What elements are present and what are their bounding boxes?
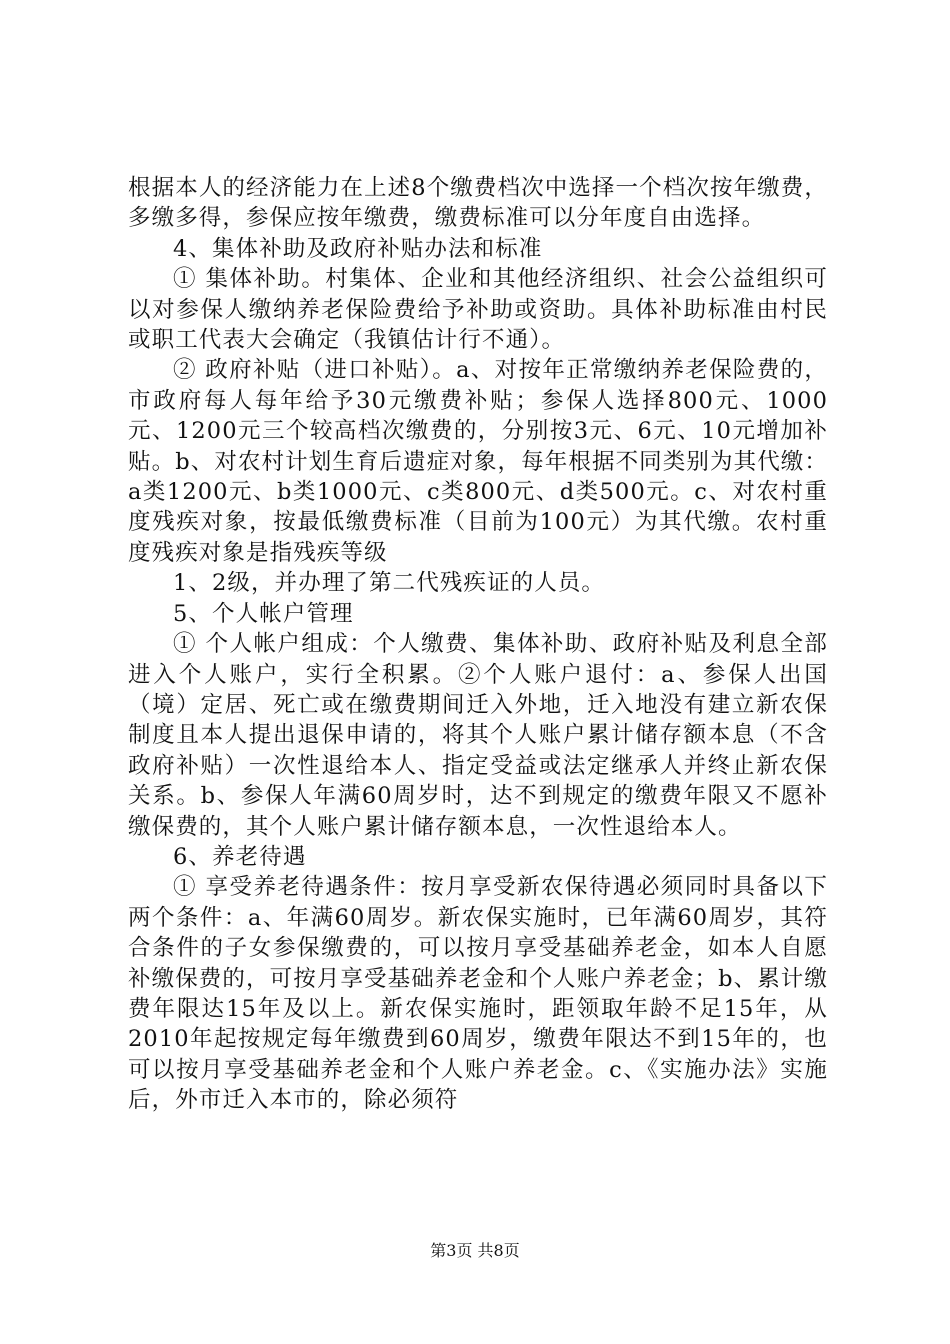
paragraph-disability-grade: 1、2级，并办理了第二代残疾证的人员。 — [173, 570, 606, 597]
page-number-footer: 第3页 共8页 — [430, 1241, 520, 1260]
paragraph-collective-subsidy: ① 集体补助。村集体、企业和其他经济组织、社会公益组织可以对参保人缴纳养老保险费给予补助或资助。具体补助标准由村民或职工代表大会确定（我镇估计行不通）。 — [128, 266, 828, 354]
paragraph-personal-account: ① 个人帐户组成：个人缴费、集体补助、政府补贴及利息全部进入个人账户，实行全积累。②个人账户退付：a、参保人出国（境）定居、死亡或在缴费期间迁入外地，迁入地没有建立新农保制度且本人提出退保申请的，将其个人账户累计储存额本息（不含政府补贴）一次性退给本人、指定受益或法定继承人并终止新农保关系。b、参保人年满60周岁时，达不到规定的缴费年限又不愿补缴保费的，其个人账户累计储存额本息，一次性退给本人。 — [128, 631, 828, 840]
document-body — [128, 173, 828, 1116]
heading-subsidy-standards: 4、集体补助及政府补贴办法和标准 — [173, 235, 543, 262]
paragraph-government-subsidy: ② 政府补贴（进口补贴）。a、对按年正常缴纳养老保险费的，市政府每人每年给予30元缴费补贴；参保人选择800元、1000元、1200元三个较高档次缴费的，分别按3元、6元、10元增加补贴。b、对农村计划生育后遗症对象，每年根据不同类别为其代缴：a类1200元、b类1000元、c类800元、d类500元。c、对农村重度残疾对象，按最低缴费标准（目前为100元）为其代缴。农村重度残疾对象是指残疾等级 — [128, 357, 828, 566]
paragraph-contribution-choice: 根据本人的经济能力在上述8个缴费档次中选择一个档次按年缴费，多缴多得，参保应按年缴费，缴费标准可以分年度自由选择。 — [128, 175, 828, 232]
paragraph-pension-conditions: ① 享受养老待遇条件：按月享受新农保待遇必须同时具备以下两个条件：a、年满60周岁。新农保实施时，已年满60周岁，其符合条件的子女参保缴费的，可以按月享受基础养老金，如本人自愿补缴保费的，可按月享受基础养老金和个人账户养老金；b、累计缴费年限达15年及以上。新农保实施时，距领取年龄不足15年，从2010年起按规定每年缴费到60周岁，缴费年限达不到15年的，也可以按月享受基础养老金和个人账户养老金。c、《实施办法》实施后，外市迁入本市的，除必须符 — [128, 874, 828, 1114]
heading-pension-benefits: 6、养老待遇 — [173, 843, 307, 870]
heading-personal-account: 5、个人帐户管理 — [173, 600, 354, 627]
